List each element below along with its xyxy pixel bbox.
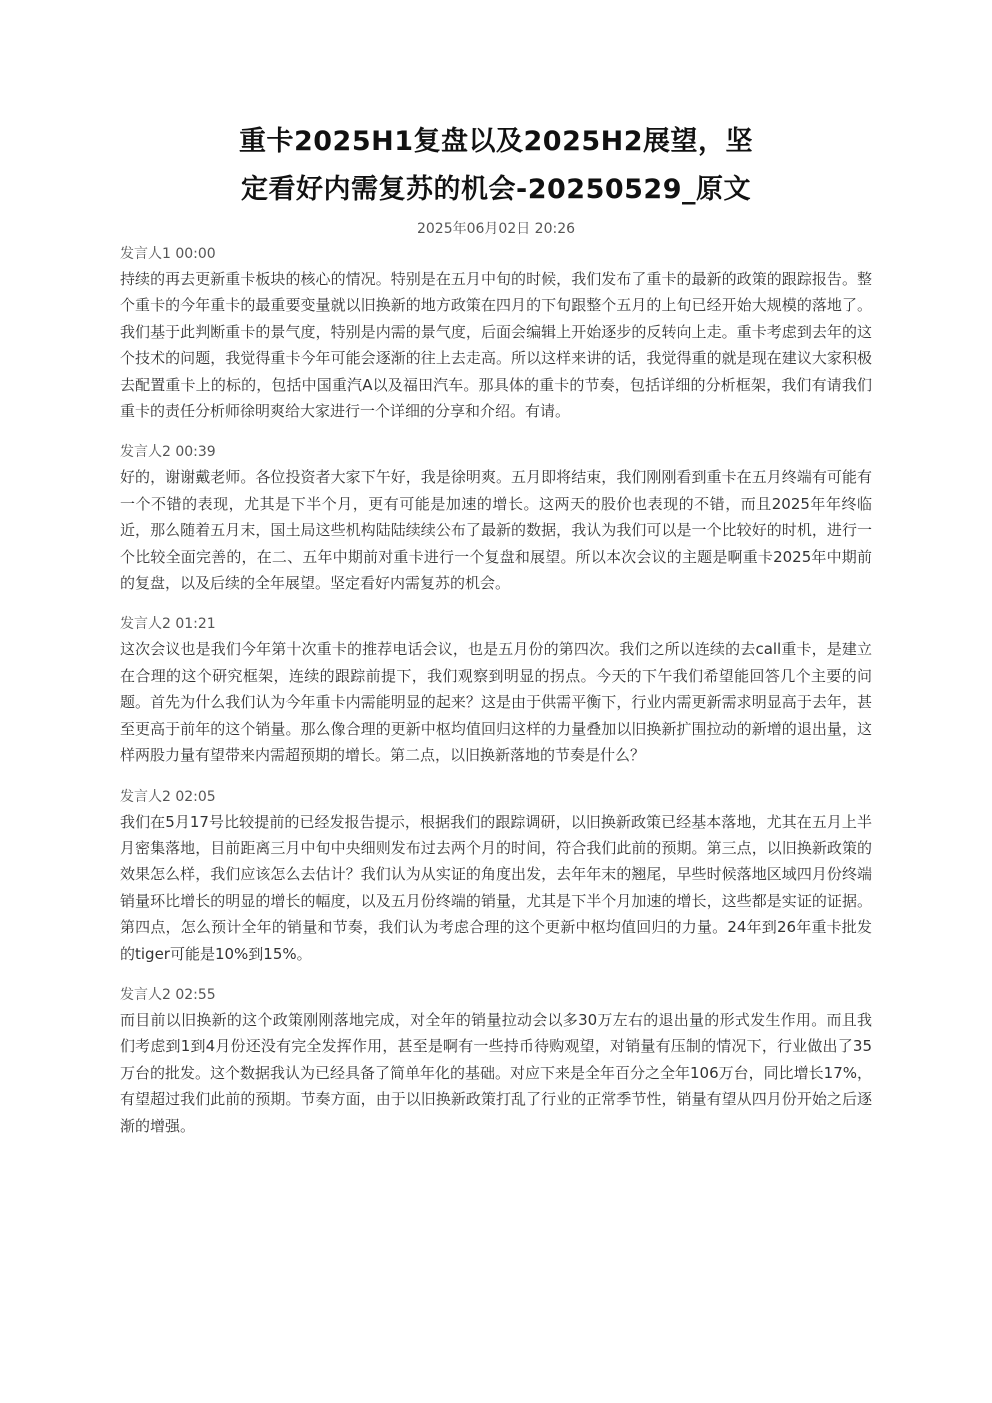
transcript-paragraph: 持续的再去更新重卡板块的核心的情况。特别是在五月中旬的时候，我们发布了重卡的最新的政策的跟踪报告。整个重卡的今年重卡的最重要变量就以旧换新的地方政策在四月的下旬跟整个五月的上旬已经开始大规模的落地了。我们基于此判断重卡的景气度，特别是内需的景气度，后面会编辑上开始逐步的反转向上走。重卡考虑到去年的这个技术的问题，我觉得重卡今年可能会逐渐的往上去走高。所以这样来讲的话，我觉得重的就是现在建议大家积极去配置重卡上的标的，包括中国重汽A以及福田汽车。那具体的重卡的节奏，包括详细的分析框架，我们有请我们重卡的责任分析师徐明爽给大家进行一个详细的分享和介绍。有请。: [120, 270, 872, 421]
transcript-section: [120, 614, 872, 768]
transcript-section: [120, 244, 872, 424]
transcript-body: [120, 244, 872, 1157]
transcript-section: [120, 442, 872, 596]
document-title-line-1: 重卡2025H1复盘以及2025H2展望，坚: [238, 126, 754, 157]
speaker-label: 发言人1 00:00: [120, 246, 216, 262]
transcript-section: [120, 985, 872, 1139]
transcript-paragraph: 好的，谢谢戴老师。各位投资者大家下午好，我是徐明爽。五月即将结束，我们刚刚看到重卡在五月终端有可能有一个不错的表现，尤其是下半个月，更有可能是加速的增长。这两天的股价也表现的不错，而且2025年年终临近，那么随着五月末，国土局这些机构陆陆续续公布了最新的数据，我认为我们可以是一个比较好的时机，进行一个比较全面完善的，在二、五年中期前对重卡进行一个复盘和展望。所以本次会议的主题是啊重卡2025年中期前的复盘，以及后续的全年展望。坚定看好内需复苏的机会。: [120, 468, 872, 593]
speaker-label: 发言人2 02:55: [120, 986, 216, 1003]
speaker-label: 发言人2 02:05: [120, 788, 216, 805]
speaker-label: 发言人2 01:21: [120, 616, 216, 633]
transcript-paragraph: 这次会议也是我们今年第十次重卡的推荐电话会议，也是五月份的第四次。我们之所以连续的去call重卡，是建立在合理的这个研究框架，连续的跟踪前提下，我们观察到明显的拐点。今天的下午我们希望能回答几个主要的问题。首先为什么我们认为今年重卡内需能明显的起来？这是由于供需平衡下，行业内需更新需求明显高于去年，甚至更高于前年的这个销量。那么像合理的更新中枢均值回归这样的力量叠加以旧换新扩围拉动的新增的退出量，这样两股力量有望带来内需超预期的增长。第二点，以旧换新落地的节奏是什么？: [120, 640, 872, 765]
transcript-paragraph: 我们在5月17号比较提前的已经发报告提示，根据我们的跟踪调研，以旧换新政策已经基本落地，尤其在五月上半月密集落地，目前距离三月中旬中央细则发布过去两个月的时间，符合我们此前的预期。第三点，以旧换新政策的效果怎么样，我们应该怎么去估计？我们认为从实证的角度出发，去年年末的翘尾，早些时候落地区域四月份终端销量环比增长的明显的增长的幅度，以及五月份终端的销量，尤其是下半个月加速的增长，这些都是实证的证据。第四点，怎么预计全年的销量和节奏，我们认为考虑合理的这个更新中枢均值回归的力量。24年到26年重卡批发的tiger可能是10%到15%。: [120, 812, 872, 963]
document-timestamp: 2025年06月02日 20:26: [416, 221, 576, 237]
speaker-label: 发言人2 00:39: [120, 444, 216, 461]
transcript-section: [120, 787, 872, 967]
transcript-paragraph: 而目前以旧换新的这个政策刚刚落地完成，对全年的销量拉动会以多30万左右的退出量的形式发生作用。而且我们考虑到1到4月份还没有完全发挥作用，甚至是啊有一些持币待购观望，对销量有压制的情况下，行业做出了35万台的批发。这个数据我认为已经具备了简单年化的基础。对应下来是全年百分之全年106万台，同比增长17%，有望超过我们此前的预期。节奏方面，由于以旧换新政策打乱了行业的正常季节性，销量有望从四月份开始之后逐渐的增强。: [120, 1010, 872, 1135]
document-title: [120, 118, 872, 214]
document-title-line-2: 定看好内需复苏的机会-20250529_原文: [241, 174, 751, 205]
